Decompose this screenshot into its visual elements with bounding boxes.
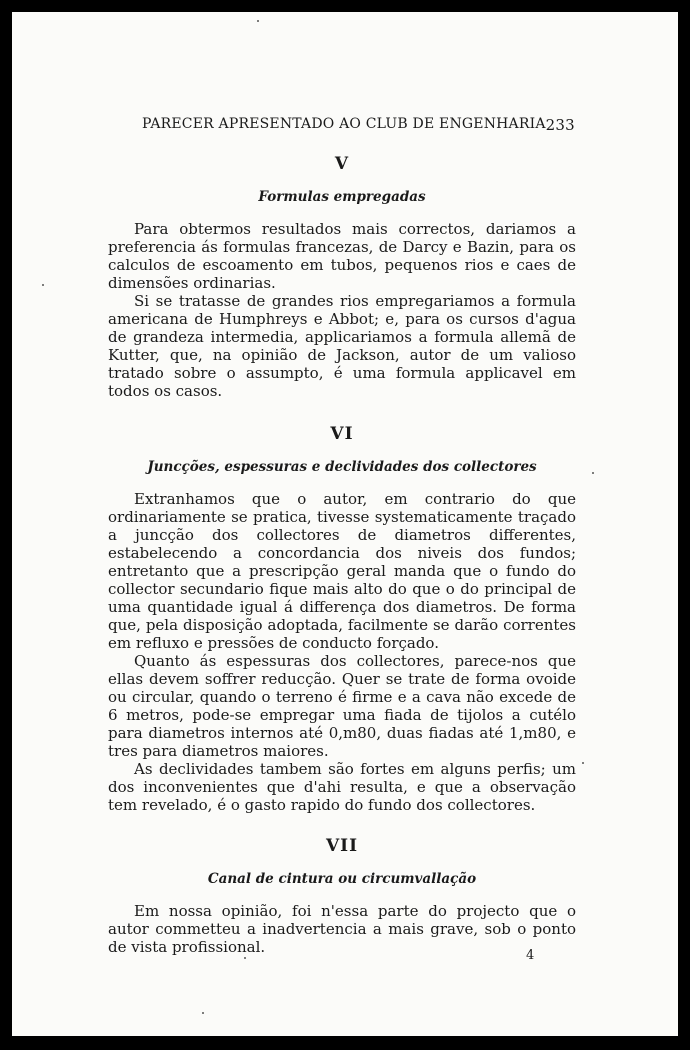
section-v: [108, 154, 576, 400]
paragraph: Para obtermos resultados mais correctos, dariamos a preferencia ás formulas francezas, de Darcy e Bazin, para os calculos de escoamento em tubos, pequenos rios e caes de dimensões ordinarias.: [108, 220, 576, 292]
paper-speck: [42, 284, 44, 286]
paper-speck: [592, 472, 594, 474]
running-header: [142, 116, 575, 134]
section-title: Canal de cintura ou circumvallação: [207, 871, 477, 887]
document-page: [12, 12, 678, 1036]
running-title: PARECER APRESENTADO AO CLUB DE ENGENHARIA: [142, 116, 546, 132]
paragraph: Extranhamos que o autor, em contrario do que ordinariamente se pratica, tivesse systematicamente traçado a juncção dos collectores de diametros differentes, estabelecendo a concordancia dos niveis dos fundos; entretanto que a prescripção geral manda que o fundo do collector secundario fique mais alto do que o do principal de uma quantidade igual á differença dos diametros. De forma que, pela disposição adoptada, facilmente se darão correntes em refluxo e pressões de conducto forçado.: [108, 490, 576, 652]
section-number: VII: [325, 836, 359, 856]
paragraph: As declividades tambem são fortes em alguns perfis; um dos inconvenientes que d'ahi resulta, e que a observação tem revelado, é o gasto rapido do fundo dos collectores.: [108, 760, 576, 814]
signature-mark: 4: [526, 948, 535, 963]
paper-speck: [257, 20, 259, 22]
section-number: V: [334, 154, 350, 174]
section-vi: [108, 424, 576, 814]
section-title: Juncções, espessuras e declividades dos collectores: [147, 459, 537, 475]
paper-speck: [202, 1012, 204, 1014]
text-column: [108, 154, 576, 956]
paper-speck: [244, 957, 246, 959]
paragraph: Quanto ás espessuras dos collectores, parece-nos que ellas devem soffrer reducção. Quer se trate de forma ovoide ou circular, quando o terreno é firme e a cava não excede de 6 metros, pode-se empregar uma fiada de tijolos a cutélo para diametros internos até 0,m80, duas fiadas até 1,m80, e tres para diametros maiores.: [108, 652, 576, 760]
paragraph: Si se tratasse de grandes rios empregariamos a formula americana de Humphreys e Abbot; e, para os cursos d'agua de grandeza intermedia, applicariamos a formula allemã de Kutter, que, na opinião de Jackson, autor de um valioso tratado sobre o assumpto, é uma formula applicavel em todos os casos.: [108, 292, 576, 400]
section-title: Formulas empregadas: [258, 189, 426, 205]
paragraph: Em nossa opinião, foi n'essa parte do projecto que o autor commetteu a inadvertencia a mais grave, sob o ponto de vista profissional.: [108, 902, 576, 956]
paper-speck: [582, 762, 584, 764]
page-number: 233: [545, 116, 575, 134]
section-vii: [108, 836, 576, 956]
section-number: VI: [330, 424, 354, 444]
